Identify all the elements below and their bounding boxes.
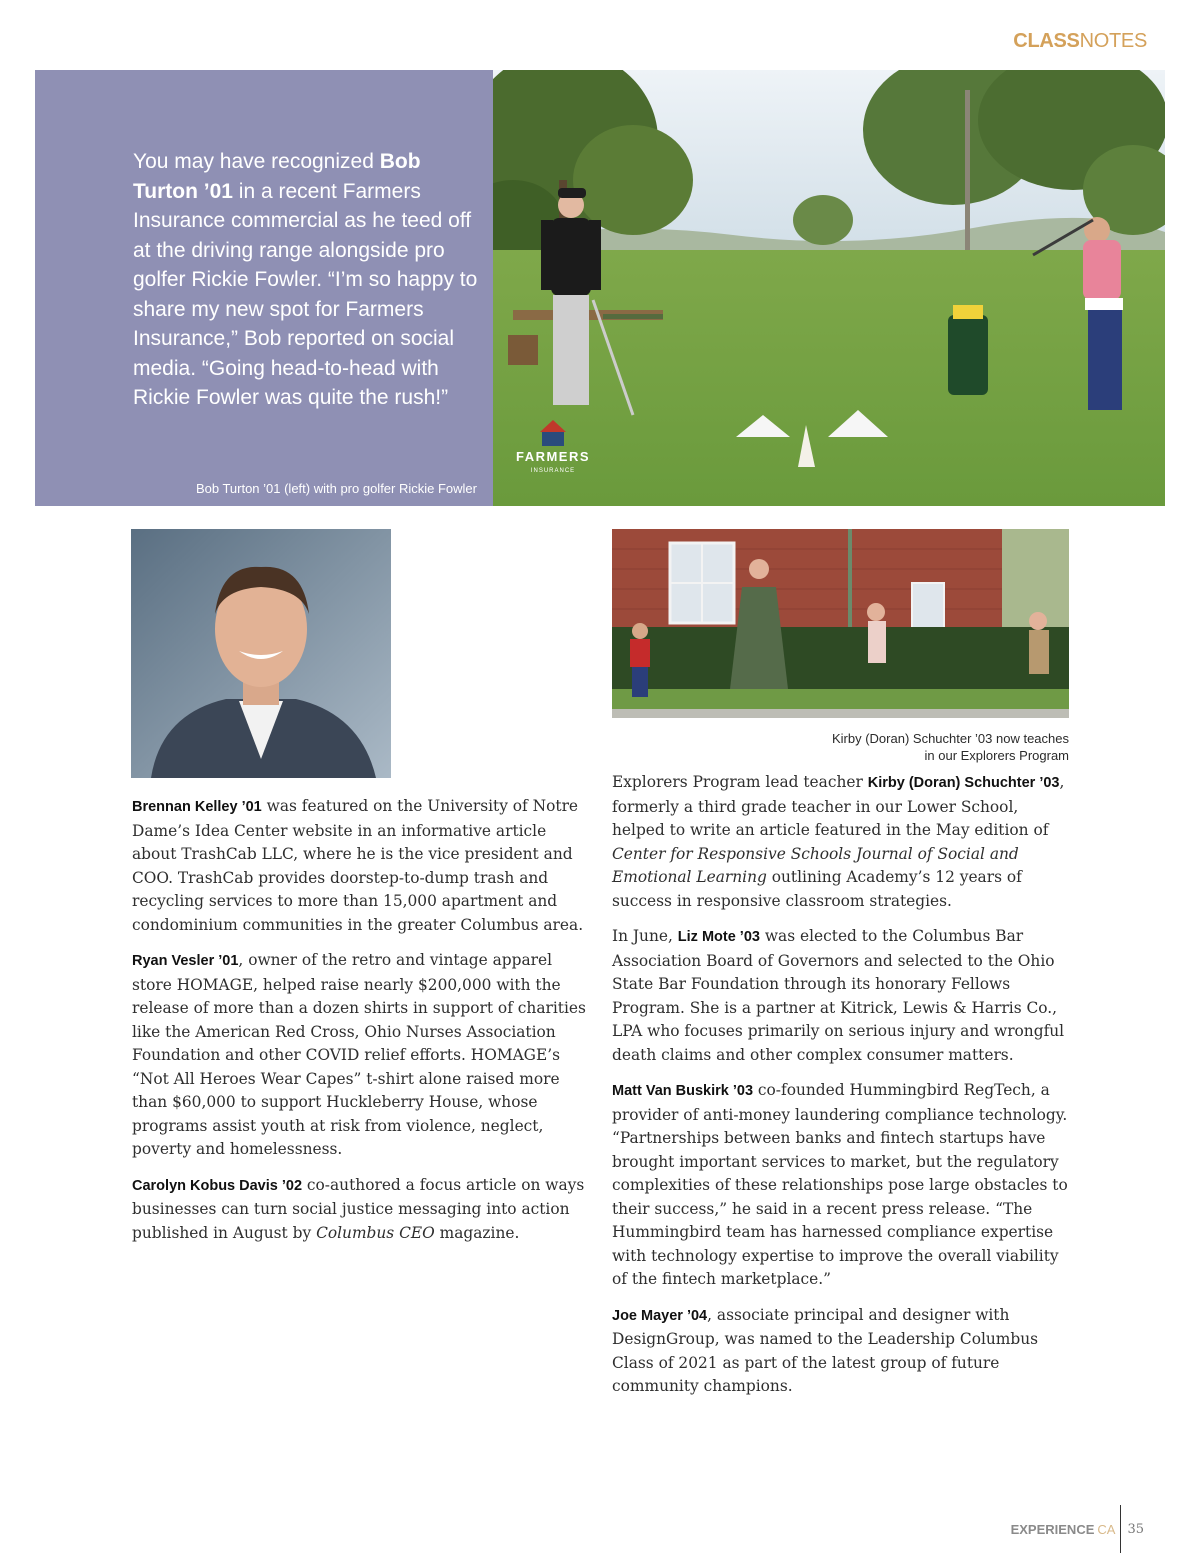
hero-quote: [133, 147, 478, 413]
note-name: Carolyn Kobus Davis ’02: [132, 1177, 303, 1194]
note-brennan-kelley: [132, 795, 592, 937]
hero-photo: [493, 70, 1165, 506]
note-ryan-vesler: [132, 949, 592, 1162]
note-name: Brennan Kelley ’01: [132, 799, 262, 815]
note-text: co-founded Hummingbird RegTech, a provider of anti-money laundering compliance technology. “Partnerships between banks and fintech startups have brought important services to market, but the regulatory complexities of these relationships pose large obstacles to their success,” he said in a recent press release. “The Hummingbird team has harnessed compliance expertise with technology expertise to improve the overall viability of the fintech marketplace.”: [612, 1081, 1068, 1288]
note-name: Kirby (Doran) Schuchter ’03: [867, 775, 1060, 791]
hero-photo-caption: Bob Turton ’01 (left) with pro golfer Rickie Fowler: [195, 481, 477, 496]
note-text-after: magazine.: [434, 1223, 520, 1242]
page-footer: [1011, 1505, 1144, 1553]
note-text: , associate principal and designer with DesignGroup, was named to the Leadership Columbus Class of 2021 as part of the latest group of future community champions.: [612, 1305, 1039, 1395]
class-caption-line2: in our Explorers Program: [924, 747, 1069, 763]
note-matt-van-buskirk: [612, 1079, 1074, 1292]
note-text-before: In June,: [612, 927, 678, 945]
note-text: , formerly a third grade teacher in our Lower School, helped to write an article featured in the May edition of: [612, 773, 1065, 839]
magazine-name-bold: EXPERIENCE: [1010, 1521, 1095, 1537]
note-publication: Columbus CEO: [316, 1223, 435, 1242]
footer-divider: [1120, 1505, 1121, 1553]
note-text: was featured on the University of Notre Dame’s Idea Center website in an informative article about TrashCab LLC, where he is the vice president and COO. TrashCab provides doorstep-to-dump trash and recycling services to more than 15,000 apartment and condominium communities in the greater Columbus area.: [132, 797, 584, 934]
portrait-photo: [131, 529, 391, 778]
section-header: [1013, 30, 1147, 53]
note-text: was elected to the Columbus Bar Association Board of Governors and selected to the Ohio State Bar Foundation through its honorary Fellows Program. She is a partner at Kitrick, Lewis & Harris Co., LPA who focuses primarily on serious injury and wrongful death claims and other complex consumer matters.: [612, 927, 1065, 1064]
section-header-bold: CLASS: [1013, 30, 1080, 52]
section-header-light: NOTES: [1079, 30, 1147, 52]
class-photo: [612, 529, 1069, 718]
note-text-after: outlining Academy’s 12 years of success in responsive classroom strategies.: [612, 868, 1022, 910]
note-carolyn-kobus-davis: [132, 1174, 592, 1246]
note-name: Matt Van Buskirk ’03: [612, 1083, 754, 1099]
hero-quote-name: Bob Turton ’01: [133, 150, 421, 203]
hero-quote-intro: You may have recognized: [133, 150, 374, 173]
note-text: , owner of the retro and vintage apparel store HOMAGE, helped raise nearly $200,000 with the release of more than a dozen shirts in support of charities like the American Red Cross, Ohio Nurses Association Foundation and other COVID relief efforts. HOMAGE’s “Not All Heroes Wear Capes” t-shirt alone raised more than $60,000 to support Huckleberry House, whose programs assist youth at risk from violence, neglect, poverty and homelessness.: [132, 951, 586, 1158]
hero-quote-panel: [35, 70, 493, 506]
note-publication: Center for Responsive Schools Journal of Social and Emotional Learning: [612, 844, 1019, 886]
class-caption-line1: Kirby (Doran) Schuchter ’03 now teaches: [831, 731, 1069, 746]
note-liz-mote: [612, 925, 1074, 1067]
page-number: 35: [1127, 1521, 1144, 1537]
hero-quote-body: in a recent Farmers Insurance commercial as he teed off at the driving range alongside pro golfer Rickie Fowler. “I’m so happy to share my new spot for Farmers Insurance,” Bob reported on social media. “Going head-to-head with Rickie Fowler was quite the rush!”: [133, 179, 478, 409]
class-photo-caption: [760, 731, 1069, 764]
farmers-logo-text: FARMERS: [515, 449, 591, 464]
farmers-logo-subtext: INSURANCE: [530, 468, 576, 474]
notes-left-column: [132, 795, 592, 1257]
note-kirby-schuchter: [612, 771, 1074, 913]
note-name: Ryan Vesler ’01: [132, 953, 239, 969]
note-name: Joe Mayer ’04: [612, 1307, 708, 1324]
magazine-name-light: CA: [1097, 1521, 1116, 1537]
note-joe-mayer: [612, 1304, 1074, 1399]
note-text-before: Explorers Program lead teacher: [612, 773, 868, 791]
note-text: co-authored a focus article on ways businesses can turn social justice messaging into action published in August by: [132, 1175, 585, 1242]
note-name: Liz Mote ’03: [677, 929, 760, 945]
notes-right-column: [612, 771, 1074, 1411]
